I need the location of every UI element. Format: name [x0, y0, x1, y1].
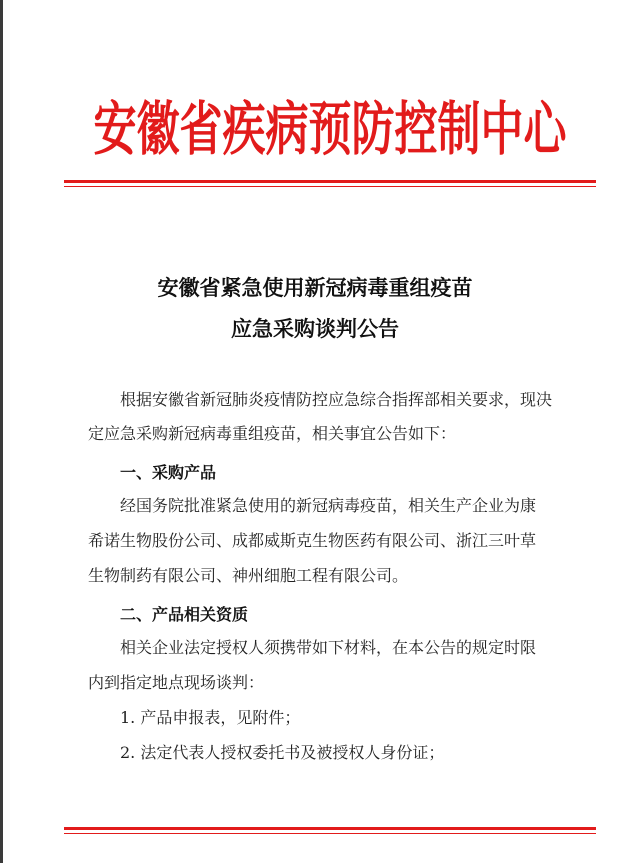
- section2-line2: 内到指定地点现场谈判：: [88, 673, 265, 692]
- section1-line1: 经国务院批准紧急使用的新冠病毒疫苗，相关生产企业为康: [120, 496, 537, 515]
- document-title-line1: 安徽省紧急使用新冠病毒重组疫苗: [157, 275, 473, 300]
- page-left-border: [0, 0, 3, 863]
- intro-line2: 定应急采购新冠病毒重组疫苗，相关事宜公告如下：: [88, 424, 457, 443]
- document-title-line2: 应急采购谈判公告: [231, 316, 399, 341]
- footer-rule-thick: [64, 827, 596, 830]
- list-item-1: 1. 产品申报表，见附件；: [120, 708, 301, 727]
- section2-line1: 相关企业法定授权人须携带如下材料，在本公告的规定时限: [120, 638, 537, 657]
- letterhead-rule-thin: [64, 186, 596, 187]
- footer-rule-thin: [64, 833, 596, 834]
- intro-line1: 根据安徽省新冠肺炎疫情防控应急综合指挥部相关要求，现决: [120, 390, 553, 409]
- letterhead-rule-thick: [64, 180, 596, 183]
- section1-heading: 一、采购产品: [120, 463, 217, 482]
- section1-line3: 生物制药有限公司、神州细胞工程有限公司。: [88, 566, 409, 585]
- list-item-2: 2. 法定代表人授权委托书及被授权人身份证；: [120, 743, 445, 762]
- section1-line2: 希诺生物股份公司、成都威斯克生物医药有限公司、浙江三叶草: [88, 531, 537, 550]
- section2-heading: 二、产品相关资质: [120, 605, 249, 624]
- letterhead-org-name: 安徽省疾病预防控制中心: [93, 96, 567, 164]
